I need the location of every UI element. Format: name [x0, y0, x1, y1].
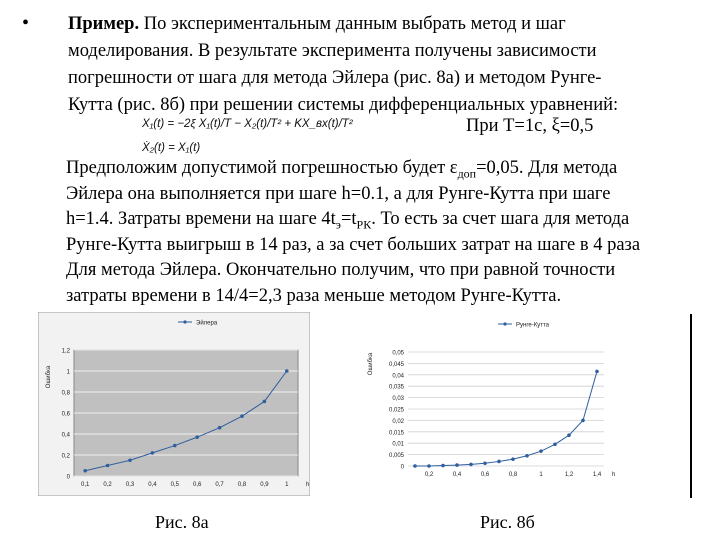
legend-label: Рунге-Кутта	[516, 322, 549, 329]
equation-system	[142, 112, 353, 160]
para1-line1	[68, 11, 708, 38]
x-tick-label: 0,2	[103, 482, 112, 488]
data-point	[525, 454, 529, 458]
x-tick-label: 0,2	[424, 472, 434, 478]
data-point	[539, 449, 543, 453]
equation-2: Ẋ₂(t) = X₁(t)	[142, 142, 201, 154]
data-point	[511, 457, 515, 461]
data-point	[455, 463, 459, 467]
x-tick-label: 0,8	[508, 472, 518, 478]
data-point	[567, 433, 571, 437]
t-rk-subscript: РК	[356, 217, 372, 232]
y-tick-label: 0,045	[388, 361, 404, 368]
data-point	[497, 460, 501, 464]
data-point	[106, 464, 110, 468]
runge-kutta-error-chart	[362, 318, 620, 494]
x-tick-label: 0,7	[215, 482, 224, 488]
data-point	[595, 370, 599, 374]
y-tick-label: 0,02	[392, 418, 404, 425]
y-tick-label: 0,01	[392, 441, 404, 448]
data-point	[483, 461, 487, 465]
t-e-subscript: э	[335, 217, 341, 232]
y-tick-label: 0,035	[388, 384, 404, 391]
para2-line4: Рунге-Кутта выигрыш в 14 раз, а за счет больших затрат на шаге в 4 раза	[66, 234, 641, 255]
euler-error-chart	[38, 312, 310, 496]
para2-line2: Эйлера она выполняется при шаге h=0.1, а для Рунге-Кутта при шаге	[66, 183, 611, 204]
y-tick-label: 0,8	[61, 390, 70, 397]
legend-marker	[183, 320, 186, 323]
y-tick-label: 0,005	[388, 453, 404, 460]
legend-label: Эйлера	[196, 320, 218, 327]
x-tick-label: 1,2	[564, 472, 574, 478]
data-point	[413, 464, 417, 468]
x-tick-label: 0,9	[260, 482, 269, 488]
data-point	[83, 469, 87, 473]
data-point	[240, 414, 244, 418]
para1-line1-text: По экспериментальным данным выбрать метод и шаг	[139, 14, 566, 34]
para2-line5: Для метода Эйлера. Окончательно получим, что при равной точности	[66, 260, 616, 280]
para1-line3: погрешности от шага для метода Эйлера (рис. 8а) и методом Рунге-	[68, 68, 602, 88]
y-tick-label: 0,025	[388, 407, 404, 414]
para2-line1-a: Предположим допустимой погрешностью будет ε	[66, 158, 458, 178]
y-axis-label: Ошибка	[46, 365, 52, 389]
data-point	[151, 451, 155, 455]
data-point	[427, 464, 431, 468]
x-tick-label: 0,1	[81, 482, 90, 488]
x-tick-label: 1	[539, 472, 543, 478]
x-axis-label: h	[612, 472, 616, 478]
data-point	[195, 435, 199, 439]
conclusion-paragraph	[66, 156, 716, 309]
para2-line6: затраты времени в 14/4=2,3 раза меньше методом Рунге-Кутта.	[66, 285, 562, 306]
para1-line2: моделирования. В результате эксперимента получены зависимости	[68, 41, 597, 61]
caption-fig-a: Рис. 8а	[155, 512, 209, 532]
para2-line3-a: h=1.4. Затраты времени на шаге 4t	[66, 209, 336, 229]
data-point	[581, 419, 585, 423]
y-tick-label: 0,04	[392, 373, 404, 380]
epsilon-subscript: доп	[457, 166, 477, 181]
legend-marker	[503, 322, 506, 325]
data-point	[285, 369, 289, 373]
x-tick-label: 0,4	[148, 482, 157, 488]
y-tick-label: 0,015	[388, 430, 404, 437]
bullet: •	[22, 12, 30, 34]
y-tick-label: 0	[400, 464, 404, 471]
y-tick-label: 0,03	[392, 396, 404, 403]
y-tick-label: 0,6	[61, 411, 70, 418]
x-tick-label: 0,3	[125, 482, 135, 488]
y-tick-label: 0,2	[61, 453, 70, 460]
data-point	[218, 426, 222, 430]
x-tick-label: 0,5	[170, 482, 179, 488]
para2-line1	[66, 156, 716, 182]
y-axis-label: Ошибка	[368, 352, 374, 376]
y-tick-label: 0,05	[392, 350, 404, 357]
data-point	[128, 458, 132, 462]
para2-line3	[66, 207, 716, 233]
data-point	[441, 464, 445, 468]
para1-line4: Кутта (рис. 8б) при решении системы дифференциальных уравнений:	[68, 95, 619, 115]
example-paragraph	[68, 11, 708, 119]
x-tick-label: 1	[285, 482, 289, 488]
y-tick-label: 1,2	[61, 348, 70, 355]
x-axis-label: h	[306, 482, 310, 488]
y-tick-label: 0	[66, 474, 70, 481]
para2-line1-b: =0,05. Для метода	[476, 158, 618, 178]
para2-line3-b: =t	[340, 209, 357, 229]
data-point	[263, 400, 267, 404]
data-point	[553, 443, 557, 447]
y-tick-label: 1	[66, 369, 70, 376]
data-point	[173, 444, 177, 448]
x-tick-label: 0,6	[480, 472, 490, 478]
example-label: Пример.	[68, 14, 140, 34]
y-tick-label: 0,4	[61, 432, 70, 439]
x-tick-label: 0,4	[452, 472, 462, 478]
x-tick-label: 0,8	[237, 482, 247, 488]
para2-line3-c: . То есть за счет шага для метода	[371, 209, 630, 229]
x-tick-label: 1,4	[592, 472, 602, 478]
parameters-note: При T=1c, ξ=0,5	[466, 116, 594, 136]
right-border-line	[690, 314, 692, 498]
caption-fig-b: Рис. 8б	[480, 512, 535, 532]
x-tick-label: 0,6	[193, 482, 202, 488]
equation-1: X₁(t) = −2ξ X₁(t)/T − X₂(t)/T² + KX_вх(t)/T²	[142, 118, 353, 130]
data-point	[469, 463, 473, 467]
